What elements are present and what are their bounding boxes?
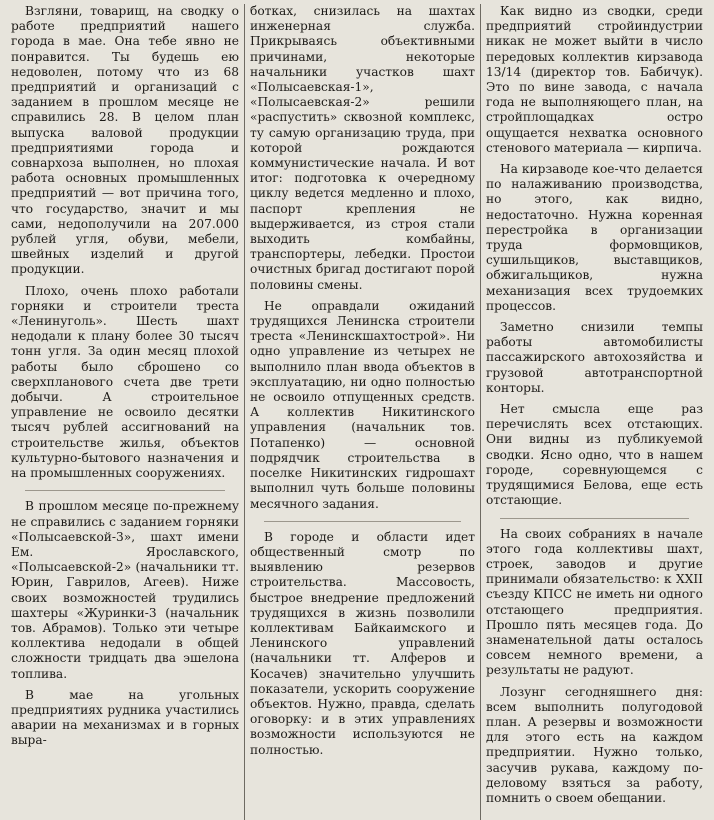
paragraph: На кирзаводе кое-что делается по налаживанию производства, но этого, как видно, недостаточно. Нужна коренная перестройка в организации труда формовщиков, сушильщиков, выставщиков, обжигальщиков, нужна механизация всех трудоемких процессов. <box>486 162 703 313</box>
section-divider <box>25 490 225 491</box>
column-1 <box>6 4 244 820</box>
paragraph: Лозунг сегодняшнего дня: всем выполнить полугодовой план. А резервы и возможности для этого есть на каждом предприятии. Нужно только, засучив рукава, каждому по-деловому взяться за работу, помнить о своем обещании. <box>486 684 703 805</box>
section-divider <box>264 521 461 522</box>
paragraph: Не оправдали ожиданий трудящихся Ленинска строители треста «Ленинскшахтострой». Ни одно управление из четырех не выполнило план ввода объектов в эксплуатацию, ни одно полностью не освоило отпущенных средств. А коллектив Никитинского управления (начальник тов. Потапенко) — основной подрядчик строительства в поселке Никитинских гидрошахт выполнил чуть больше половины месячного задания. <box>250 298 475 511</box>
column-3 <box>480 4 708 820</box>
paragraph: Взгляни, товарищ, на сводку о работе предприятий нашего города в мае. Она тебе явно не понравится. Ты будешь ею недоволен, потому что из 68 предприятий и организаций с заданием в прошлом месяце не справились 28. В целом план выпуска валовой продукции предприятиями города и совнархоза выполнен, но плохая работа основных промышленных предприятий — вот причина того, что государство, значит и мы сами, недополучили на 207.000 рублей угля, обуви, мебели, швейных изделий и другой продукции. <box>11 4 239 277</box>
column-2 <box>244 4 480 820</box>
paragraph: В мае на угольных предприятиях рудника участились аварии на механизмах и в горных выра- <box>11 687 239 748</box>
paragraph: В городе и области идет общественный смотр по выявлению резервов строительства. Массовость, быстрое внедрение предложений трудящихся в жизнь позволили коллективам Байкаимского и Ленинского управлений (начальники тт. Алферов и Косачев) значительно улучшить показатели, ускорить сооружение объектов. Нужно, правда, сделать оговорку: и в этих управлениях возможности используются не полностью. <box>250 529 475 757</box>
paragraph: На своих собраниях в начале этого года коллективы шахт, строек, заводов и другие принимали обязательство: к XXII съезду КПСС не иметь ни одного отстающего предприятия. Прошло пять месяцев года. До знаменательной даты осталось совсем немного времени, а результаты не радуют. <box>486 526 703 678</box>
paragraph: Плохо, очень плохо работали горняки и строители треста «Ленинуголь». Шесть шахт недодали к плану более 30 тысяч тонн угля. За один месяц плохой работы было сброшено со сверхпланового счета две трети добычи. А строительное управление не освоило десятки тысяч рублей ассигнований на строительстве жилья, объектов культурно-бытового назначения и на промышленных сооружениях. <box>11 283 239 481</box>
paragraph: Как видно из сводки, среди предприятий стройиндустрии никак не может выйти в число передовых коллектив кирзавода 13/14 (директор тов. Бабичук). Это по вине завода, с начала года не выполняющего план, на стройплощадках остро ощущается нехватка основного стенового материала — кирпича. <box>486 4 703 155</box>
section-divider <box>500 518 689 519</box>
paragraph-continuation: ботках, снизилась на шахтах инженерная служба. Прикрываясь объективными причинами, некоторые начальники участков шахт «Полысаевская-1», «Полысаевская-2» решили «распустить» сквозной комплекс, ту самую организацию труда, при которой рождаются коммунистические начала. И вот итог: подготовка к очередному циклу ведется медленно и плохо, паспорт крепления не выдерживается, из строя стали выходить комбайны, транспортеры, лебедки. Простои очистных бригад достигают порой половины смены. <box>250 4 475 292</box>
paragraph: Нет смысла еще раз перечислять всех отстающих. Они видны из публикуемой сводки. Ясно одно, что в нашем городе, соревнующемся с трудящимися Белова, еще есть отстающие. <box>486 402 703 508</box>
paragraph: В прошлом месяце по-прежнему не справились с заданием горняки «Полысаевской-3», шахт имени Ем. Ярославского, «Полысаевской-2» (начальники тт. Юрин, Гаврилов, Агеев). Ниже своих возможностей трудились шахтеры «Журинки-3 (начальник тов. Абрамов). Только эти четыре коллектива недодали в общей сложности тридцать два эшелона топлива. <box>11 499 239 681</box>
paragraph: Заметно снизили темпы работы автомобилисты пассажирского автохозяйства и грузовой автотранспортной конторы. <box>486 320 703 395</box>
